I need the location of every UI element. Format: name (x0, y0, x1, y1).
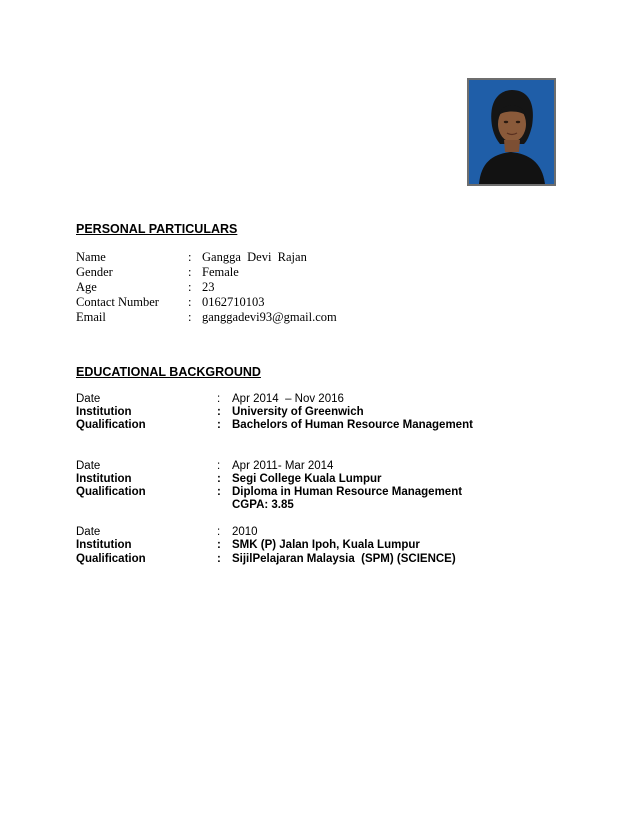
date-label: Date (76, 526, 101, 538)
separator: : (188, 295, 192, 309)
date-value: 2010 (232, 526, 258, 538)
email-label: Email (76, 310, 106, 324)
separator: : (217, 486, 221, 498)
name-label: Name (76, 250, 106, 264)
separator: : (217, 406, 221, 418)
qualification-value: Bachelors of Human Resource Management (232, 419, 473, 431)
separator: : (217, 526, 221, 538)
institution-value: University of Greenwich (232, 406, 364, 418)
profile-photo (467, 78, 556, 186)
qualification-label: Qualification (76, 553, 146, 565)
date-label: Date (76, 393, 101, 405)
separator: : (217, 393, 221, 405)
contact-number-value: 0162710103 (202, 295, 265, 309)
qualification-label: Qualification (76, 419, 146, 431)
separator: : (217, 553, 221, 565)
date-value: Apr 2011- Mar 2014 (232, 460, 334, 472)
separator: : (217, 460, 221, 472)
educational-background-heading: EDUCATIONAL BACKGROUND (76, 365, 261, 379)
qualification-value: Diploma in Human Resource Management (232, 486, 463, 498)
qualification-label: Qualification (76, 486, 146, 498)
age-label: Age (76, 280, 97, 294)
separator: : (188, 250, 192, 264)
separator: : (217, 473, 221, 485)
separator: : (217, 539, 221, 551)
date-label: Date (76, 460, 101, 472)
separator: : (188, 265, 192, 279)
cgpa-value: CGPA: 3.85 (232, 499, 294, 511)
date-value: Apr 2014 – Nov 2016 (232, 393, 344, 405)
gender-label: Gender (76, 265, 113, 279)
personal-particulars-heading: PERSONAL PARTICULARS (76, 222, 238, 236)
person-portrait (469, 80, 554, 184)
institution-label: Institution (76, 539, 132, 551)
separator: : (217, 419, 221, 431)
institution-value: SMK (P) Jalan Ipoh, Kuala Lumpur (232, 539, 420, 551)
name-value: Gangga Devi Rajan (202, 250, 307, 264)
institution-label: Institution (76, 406, 132, 418)
email-value: ganggadevi93@gmail.com (202, 310, 337, 324)
gender-value: Female (202, 265, 239, 279)
institution-label: Institution (76, 473, 132, 485)
qualification-value: SijilPelajaran Malaysia (SPM) (SCIENCE) (232, 553, 456, 565)
age-value: 23 (202, 280, 215, 294)
institution-value: Segi College Kuala Lumpur (232, 473, 382, 485)
contact-number-label: Contact Number (76, 295, 159, 309)
separator: : (188, 280, 192, 294)
separator: : (188, 310, 192, 324)
